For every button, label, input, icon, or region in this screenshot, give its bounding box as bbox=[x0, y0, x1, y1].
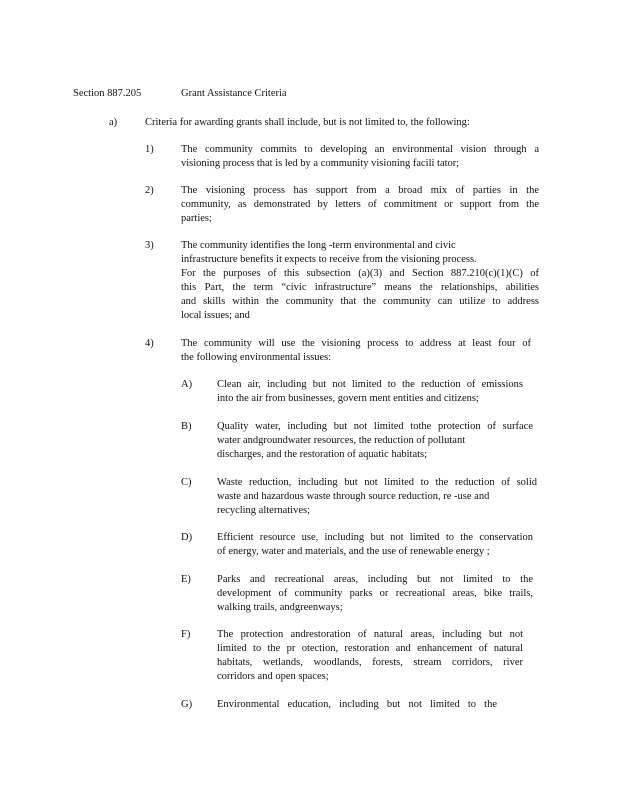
text-line: habitats, wetlands, woodlands, forests, stream corridors, river bbox=[217, 657, 523, 668]
text-line: the following environmental issues: bbox=[181, 352, 332, 363]
text-line: development of community parks or recreational areas, bike trails, bbox=[217, 588, 533, 599]
text-line: parties; bbox=[181, 213, 212, 224]
paragraph-label: a) bbox=[109, 117, 118, 128]
text-line: Clean air, including but not limited to the reduction of emissions bbox=[217, 379, 523, 390]
sub-item-label: A) bbox=[181, 379, 193, 390]
sub-item-text bbox=[217, 531, 533, 559]
section-heading bbox=[73, 87, 287, 101]
text-line: For the purposes of this subsection (a)(3) and Section 887.210(c)(1)(C) of bbox=[181, 268, 539, 279]
text-line: of energy, water and materials, and the use of renewable energy ; bbox=[217, 546, 490, 557]
item-text bbox=[181, 337, 531, 365]
sub-item-label: G) bbox=[181, 699, 193, 710]
item-label: 1) bbox=[145, 144, 154, 155]
text-line: The community identifies the long -term environmental and civic bbox=[181, 240, 456, 251]
paragraph-text: Criteria for awarding grants shall include, but is not limited to, the following: bbox=[145, 117, 470, 128]
text-line: community, as demonstrated by letters of commitment or support from the bbox=[181, 199, 539, 210]
text-line: Efficient resource use, including but not limited to the conservation bbox=[217, 532, 533, 543]
text-line: The protection andrestoration of natural areas, including but not bbox=[217, 629, 523, 640]
item-label: 4) bbox=[145, 338, 154, 349]
section-number: Section 887.205 bbox=[73, 88, 142, 99]
text-line: visioning process that is led by a community visioning facili tator; bbox=[181, 158, 460, 169]
text-line: recycling alternatives; bbox=[217, 505, 310, 516]
text-line: corridors and open spaces; bbox=[217, 671, 329, 682]
text-line: and skills within the community that the community can utilize to address bbox=[181, 296, 539, 307]
sub-item-text bbox=[217, 378, 523, 406]
section-title: Grant Assistance Criteria bbox=[181, 88, 287, 99]
text-line: this Part, the term “civic infrastructure” means the relationships, abilities bbox=[181, 282, 539, 293]
sub-item-text bbox=[217, 573, 533, 615]
text-line: Environmental education, including but not limited to the bbox=[217, 699, 497, 710]
text-line: infrastructure benefits it expects to receive from the visioning process. bbox=[181, 254, 477, 265]
text-line: into the air from businesses, govern ment entities and citizens; bbox=[217, 393, 479, 404]
text-line: walking trails, andgreenways; bbox=[217, 602, 343, 613]
text-line: Waste reduction, including but not limited to the reduction of solid bbox=[217, 477, 537, 488]
text-line: discharges, and the restoration of aquatic habitats; bbox=[217, 449, 428, 460]
sub-item-label: D) bbox=[181, 532, 193, 543]
sub-item-text bbox=[217, 476, 537, 518]
sub-item-label: B) bbox=[181, 421, 192, 432]
text-line: The community commits to developing an environmental vision through a bbox=[181, 144, 539, 155]
text-line: water andgroundwater resources, the reduction of pollutant bbox=[217, 435, 466, 446]
text-line: waste and hazardous waste through source reduction, re -use and bbox=[217, 491, 490, 502]
text-line: The community will use the visioning process to address at least four of bbox=[181, 338, 531, 349]
text-line: limited to the pr otection, restoration and enhancement of natural bbox=[217, 643, 523, 654]
item-label: 2) bbox=[145, 185, 154, 196]
sub-item-label: E) bbox=[181, 574, 191, 585]
sub-item-text bbox=[217, 420, 533, 462]
text-line: local issues; and bbox=[181, 310, 250, 321]
sub-item-text bbox=[217, 698, 497, 712]
sub-item-label: C) bbox=[181, 477, 192, 488]
item-label: 3) bbox=[145, 240, 154, 251]
item-text bbox=[181, 143, 539, 171]
text-line: The visioning process has support from a broad mix of parties in the bbox=[181, 185, 539, 196]
text-line: Quality water, including but not limited tothe protection of surface bbox=[217, 421, 533, 432]
text-line: Parks and recreational areas, including but not limited to the bbox=[217, 574, 533, 585]
sub-item-label: F) bbox=[181, 629, 191, 640]
item-text bbox=[181, 239, 539, 323]
paragraph-a bbox=[109, 116, 529, 132]
item-text bbox=[181, 184, 539, 226]
sub-item-text bbox=[217, 628, 523, 684]
